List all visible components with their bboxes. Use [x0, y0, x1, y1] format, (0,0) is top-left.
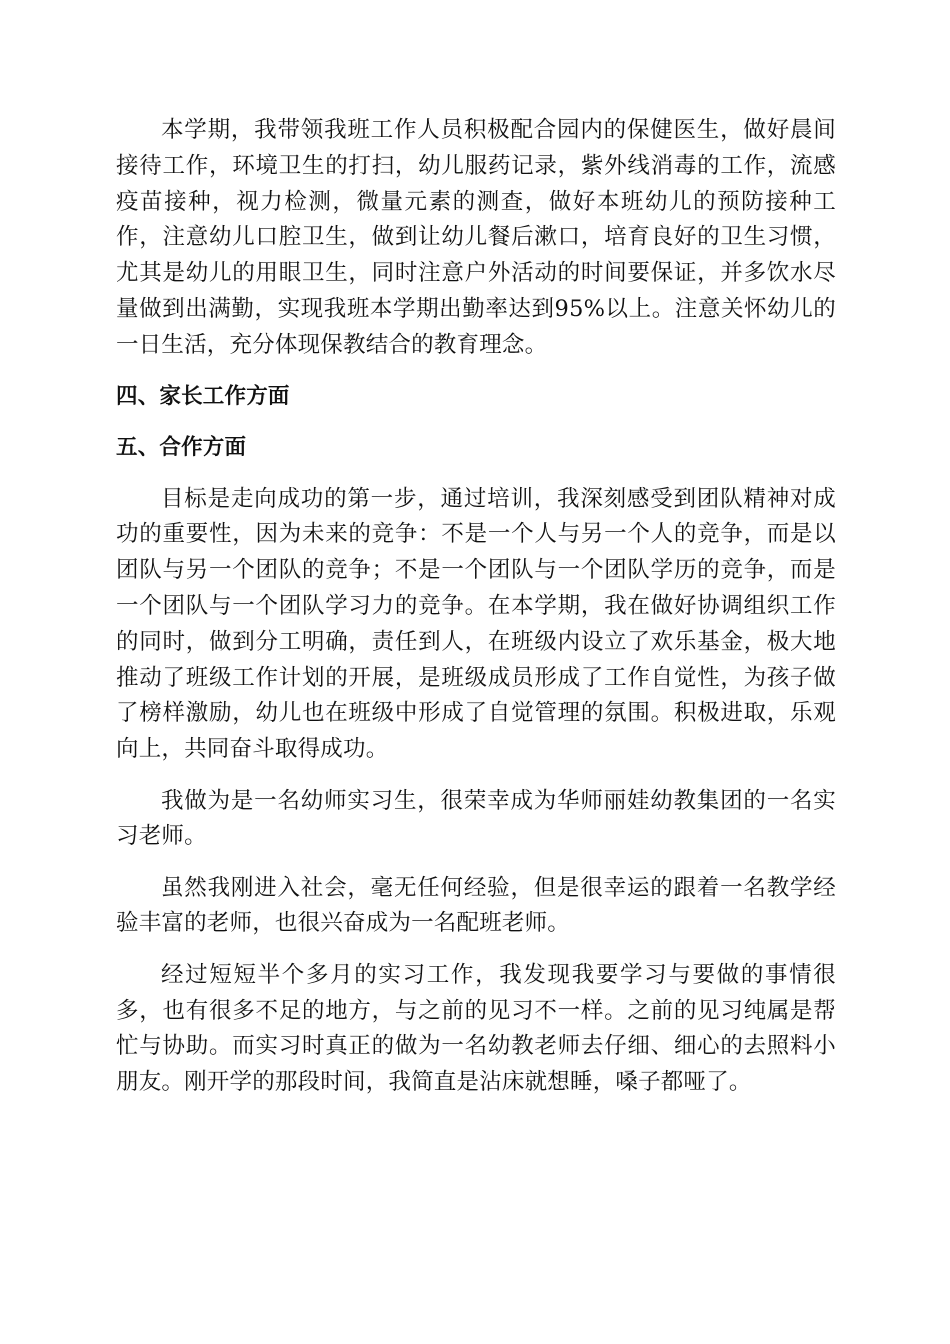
paragraph-new-to-society: 虽然我刚进入社会，毫无任何经验，但是很幸运的跟着一名教学经验丰富的老师，也很兴奋成为一名配班老师。 — [116, 874, 836, 937]
paragraph-teamwork: 目标是走向成功的第一步，通过培训，我深刻感受到团队精神对成功的重要性，因为未来的竞争：不是一个人与另一个人的竞争，而是以团队与另一个团队的竞争；不是一个团队与一个团队学历的竞争，而是一个团队与一个团队学习力的竞争。在本学期，我在做好协调组织工作的同时，做到分工明确，责任到人，在班级内设立了欢乐基金，极大地推动了班级工作计划的开展，是班级成员形成了工作自觉性，为孩子做了榜样激励，幼儿也在班级中形成了自觉管理的氛围。积极进取，乐观向上，共同奋斗取得成功。 — [116, 485, 836, 763]
paragraph-spacer — [116, 855, 836, 871]
paragraph-intern-intro: 我做为是一名幼师实习生，很荣幸成为华师丽娃幼教集团的一名实习老师。 — [116, 787, 836, 850]
paragraph-internship-experience: 经过短短半个多月的实习工作，我发现我要学习与要做的事情很多，也有很多不足的地方，与之前的见习不一样。之前的见习纯属是帮忙与协助。而实习时真正的做为一名幼教老师去仔细、细心的去照料小朋友。刚开学的那段时间，我简直是沾床就想睡，嗓子都哑了。 — [116, 961, 836, 1096]
section-heading-cooperation: 五、合作方面 — [116, 435, 247, 461]
section-heading-parent-work: 四、家长工作方面 — [116, 384, 290, 410]
paragraph-health-care: 本学期，我带领我班工作人员积极配合园内的保健医生，做好晨间接待工作，环境卫生的打扫，幼儿服药记录，紫外线消毒的工作，流感疫苗接种，视力检测，微量元素的测查，做好本班幼儿的预防接种工作，注意幼儿口腔卫生，做到让幼儿餐后漱口，培育良好的卫生习惯，尤其是幼儿的用眼卫生，同时注意户外活动的时间要保证，并多饮水尽量做到出满勤，实现我班本学期出勤率达到95%以上。注意关怀幼儿的一日生活，充分体现保教结合的教育理念。 — [116, 117, 836, 358]
paragraph-spacer — [116, 364, 836, 380]
paragraph-spacer — [116, 415, 836, 431]
document-page — [116, 113, 836, 1101]
paragraph-spacer — [116, 466, 836, 482]
paragraph-spacer — [116, 768, 836, 784]
paragraph-spacer — [116, 942, 836, 958]
